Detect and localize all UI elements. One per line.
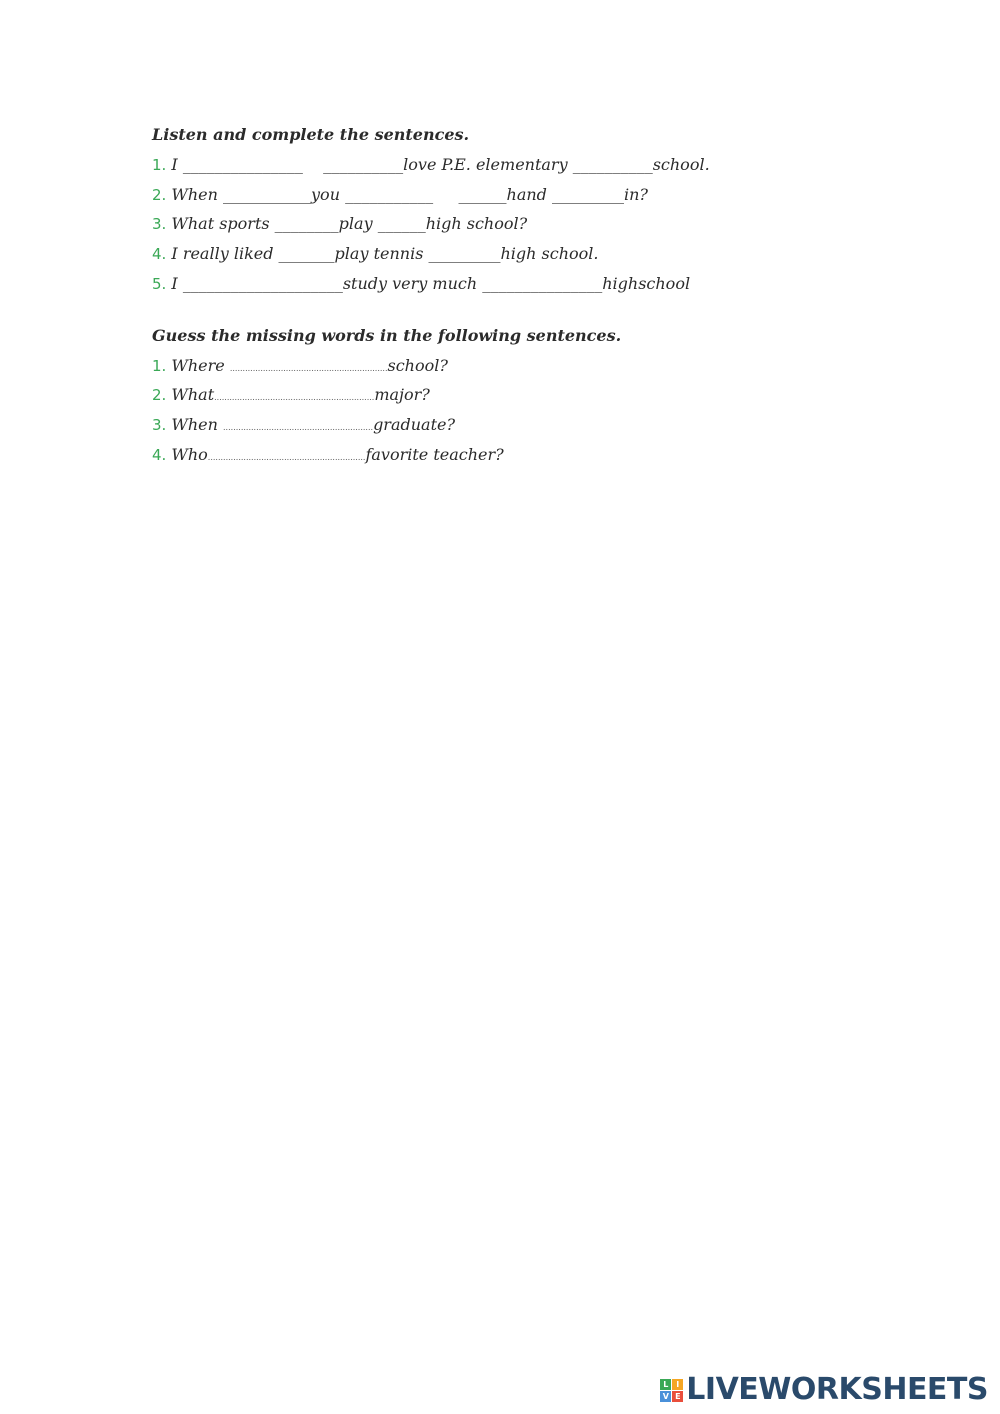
item-number: 3.	[152, 416, 167, 435]
logo-letter-l: L	[660, 1379, 671, 1390]
sentence-text: I _______________ __________love P.E. elementary __________school.	[171, 155, 710, 174]
sentence-start: What	[171, 385, 215, 405]
logo-text: LIVEWORKSHEETS	[686, 1372, 988, 1407]
logo-letter-e: E	[672, 1391, 683, 1402]
item-number: 5.	[152, 274, 167, 293]
sentence-item	[152, 243, 912, 265]
answer-blank: ..............................................................	[207, 452, 366, 462]
item-number: 4.	[152, 445, 167, 464]
item-number: 4.	[152, 245, 167, 264]
answer-blank: ...........................................................	[223, 423, 374, 433]
sentence-end: favorite teacher?	[365, 444, 504, 464]
sentence-item	[152, 213, 912, 235]
answer-blank: ...............................................................	[214, 393, 375, 403]
worksheet	[152, 124, 912, 474]
sentence-item	[152, 273, 912, 295]
sentence-start: Who	[171, 444, 208, 464]
logo-grid-icon	[660, 1379, 683, 1402]
sentence-text: What sports ________play ______high school?	[171, 214, 528, 234]
sentence-end: major?	[374, 385, 430, 405]
sentence-text: I ____________________study very much _______________highschool	[171, 273, 691, 293]
logo-letter-v: V	[660, 1391, 671, 1402]
sentence-text: When ___________you ___________ ______hand _________in?	[171, 184, 648, 204]
sentence-item	[152, 414, 912, 436]
sentence-start: When	[171, 415, 224, 435]
sentence-end: graduate?	[373, 415, 456, 435]
sentence-item	[152, 355, 912, 377]
item-number: 2.	[152, 185, 167, 204]
section-guess	[152, 325, 912, 466]
sentence-item	[152, 384, 912, 406]
sentence-start: Where	[171, 355, 230, 375]
section-listen	[152, 124, 912, 295]
item-number: 1.	[152, 356, 167, 375]
sentence-text: I really liked _______play tennis _________high school.	[171, 244, 599, 264]
item-number: 3.	[152, 215, 167, 234]
liveworksheets-logo	[660, 1374, 988, 1406]
sentence-item	[152, 154, 912, 176]
item-number: 2.	[152, 386, 167, 405]
sentence-end: school?	[387, 355, 448, 375]
logo-letter-i: I	[672, 1379, 683, 1390]
sentence-item	[152, 184, 912, 206]
item-number: 1.	[152, 156, 167, 174]
sentence-item	[152, 444, 912, 466]
section-title-listen: Listen and complete the sentences.	[152, 125, 470, 144]
answer-blank: ..............................................................	[229, 363, 388, 373]
section-title-guess: Guess the missing words in the following sentences.	[152, 325, 622, 345]
